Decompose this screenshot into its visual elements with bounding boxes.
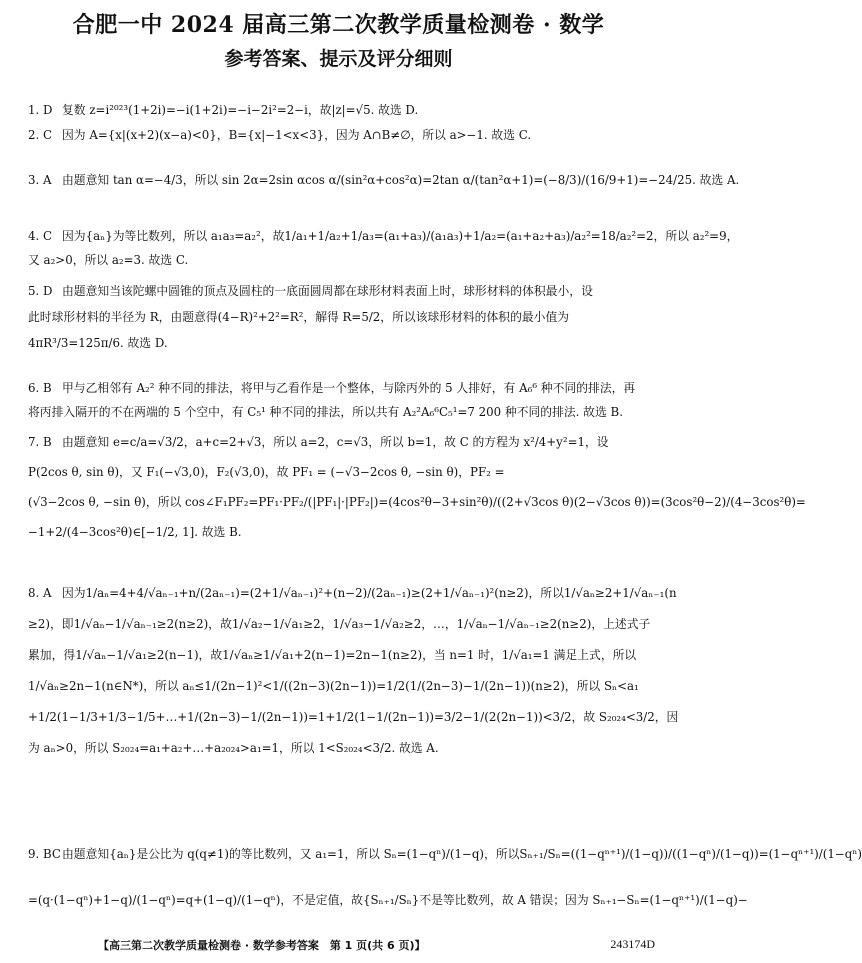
answer-number: 6. B [28,381,52,395]
answer-text: 因为1/aₙ=4+4/√aₙ₋₁+n/(2aₙ₋₁)=(2+1/√aₙ₋₁)²+(n−2)/(2aₙ₋₁)≥(2+1/√aₙ₋₁)²(n≥2)，所以1/√aₙ≥2+1/√aₙ₋₁(n [62,586,677,600]
answer-line [28,172,740,188]
answer-line [28,846,862,862]
answer-item-4 [28,228,739,268]
answer-item-8 [28,585,679,756]
answer-number: 8. A [28,586,52,600]
answer-line [28,127,653,143]
answer-number: 1. D [28,103,53,117]
answer-item-1 [28,102,653,118]
answer-line: 又 a₂>0，所以 a₂=3. 故选 C. [28,253,189,267]
answer-line [28,283,653,299]
answer-item-6 [28,380,653,420]
answer-line [28,434,653,450]
answer-line: −1+2/(4−3cos²θ)∈[−1/2, 1]. 故选 B. [28,525,242,539]
answer-text: 因为{aₙ}为等比数列，所以 a₁a₃=a₂²，故1/a₁+1/a₂+1/a₃=(a₁+a₃)/(a₁a₃)+1/a₂=(a₁+a₂+a₃)/a₂²=18/a₂²=2，所以 a₂²=9， [62,229,739,243]
answer-line: 此时球形材料的半径为 R，由题意得(4−R)²+2²=R²，解得 R=5/2，所以该球形材料的体积的最小值为 [28,310,570,324]
answer-line: 累加，得1/√aₙ−1/√a₁≥2(n−1)，故1/√aₙ≥1/√a₁+2(n−1)=2n−1(n≥2)，当 n=1 时，1/√a₁=1 满足上式，所以 [28,648,637,662]
answer-text: 甲与乙相邻有 A₂² 种不同的排法，将甲与乙看作是一个整体，与除丙外的 5 人排好，有 A₆⁶ 种不同的排法，再 [62,381,636,395]
answer-text: 由题意知 e=c/a=√3/2，a+c=2+√3，所以 a=2，c=√3，所以 b=1，故 C 的方程为 x²/4+y²=1，设 [62,435,609,449]
footer-code: 243174D [610,937,655,951]
answer-line: =(q·(1−qⁿ)+1−q)/(1−qⁿ)=q+(1−q)/(1−qⁿ)，不是定值，故{Sₙ₊₁/Sₙ}不是等比数列，故 A 错误；因为 Sₙ₊₁−Sₙ=(1−qⁿ⁺¹)/(1−q)− [28,893,748,907]
answer-number: 3. A [28,173,52,187]
answer-number: 4. C [28,229,53,243]
answer-item-9 [28,846,862,908]
answer-item-7 [28,434,806,540]
answer-number: 5. D [28,284,53,298]
answer-number: 7. B [28,435,52,449]
answer-line: 为 aₙ>0，所以 S₂₀₂₄=a₁+a₂+…+a₂₀₂₄>a₁=1，所以 1<S₂₀₂₄<3/2. 故选 A. [28,741,439,755]
page-title: 合肥一中 2024 届高三第二次教学质量检测卷 · 数学 [72,12,605,38]
answer-item-3 [28,172,740,188]
answer-text: 由题意知 tan α=−4/3，所以 sin 2α=2sin αcos α/(sin²α+cos²α)=2tan α/(tan²α+1)=(−8/3)/(16/9+1)=−24/25. 故选 A. [62,173,740,187]
answer-line [28,228,739,244]
answer-text: 由题意知{aₙ}是公比为 q(q≠1)的等比数列，又 a₁=1，所以 Sₙ=(1−qⁿ)/(1−q)，所以Sₙ₊₁/Sₙ=((1−qⁿ⁺¹)/(1−q))/((1−qⁿ)/(1−q))=(1−qⁿ⁺¹)/(1−qⁿ) [62,847,862,861]
answer-line: (√3−2cos θ, −sin θ)，所以 cos∠F₁PF₂=PF₁·PF₂/(|PF₁|·|PF₂|)=(4cos²θ−3+sin²θ)/((2+√3cos θ)(2−√3cos θ))=(3cos²θ−2)/(4−3cos²θ)= [28,495,806,509]
answer-text: 因为 A={x|(x+2)(x−a)<0}，B={x|−1<x<3}，因为 A∩B≠∅，所以 a>−1. 故选 C. [62,128,532,142]
page-footer [0,935,677,955]
answer-number: 9. BC [28,847,61,861]
answer-text: 由题意知当该陀螺中圆锥的顶点及圆柱的一底面圆周都在球形材料表面上时，球形材料的体积最小，设 [62,284,593,298]
answer-text: 复数 z=i²⁰²³(1+2i)=−i(1+2i)=−i−2i²=2−i，故|z|=√5. 故选 D. [62,103,419,117]
answer-line [28,380,653,396]
answer-line: 将丙排入隔开的不在两端的 5 个空中，有 C₅¹ 种不同的排法，所以共有 A₂²A₆⁶C₅¹=7 200 种不同的排法. 故选 B. [28,405,623,419]
answer-number: 2. C [28,128,53,142]
answer-line: ≥2)，即1/√aₙ−1/√aₙ₋₁≥2(n≥2)，故1/√a₂−1/√a₁≥2，1/√a₃−1/√a₂≥2，…，1/√aₙ−1/√aₙ₋₁≥2(n≥2)，上述式子 [28,617,651,631]
page-subtitle: 参考答案、提示及评分细则 [224,48,453,70]
footer-page-info: 【高三第二次教学质量检测卷 · 数学参考答案 第 1 页(共 6 页)】 [98,939,426,952]
answer-item-2 [28,127,653,143]
answer-line: 1/√aₙ≥2n−1(n∈N*)，所以 aₙ≤1/(2n−1)²<1/((2n−3)(2n−1))=1/2(1/(2n−3)−1/(2n−1))(n≥2)，所以 Sₙ<a₁ [28,679,639,693]
answer-line: 4πR³/3=125π/6. 故选 D. [28,336,168,350]
answer-line [28,585,677,601]
answer-line: P(2cos θ, sin θ)，又 F₁(−√3,0)，F₂(√3,0)，故 PF₁ = (−√3−2cos θ, −sin θ)，PF₂ = [28,465,505,479]
answer-line [28,102,653,118]
answer-item-5 [28,283,653,351]
answer-line: +1/2(1−1/3+1/3−1/5+…+1/(2n−3)−1/(2n−1))=1+1/2(1−1/(2n−1))=3/2−1/(2(2n−1))<3/2，故 S₂₀₂₄<3/2，因 [28,710,679,724]
